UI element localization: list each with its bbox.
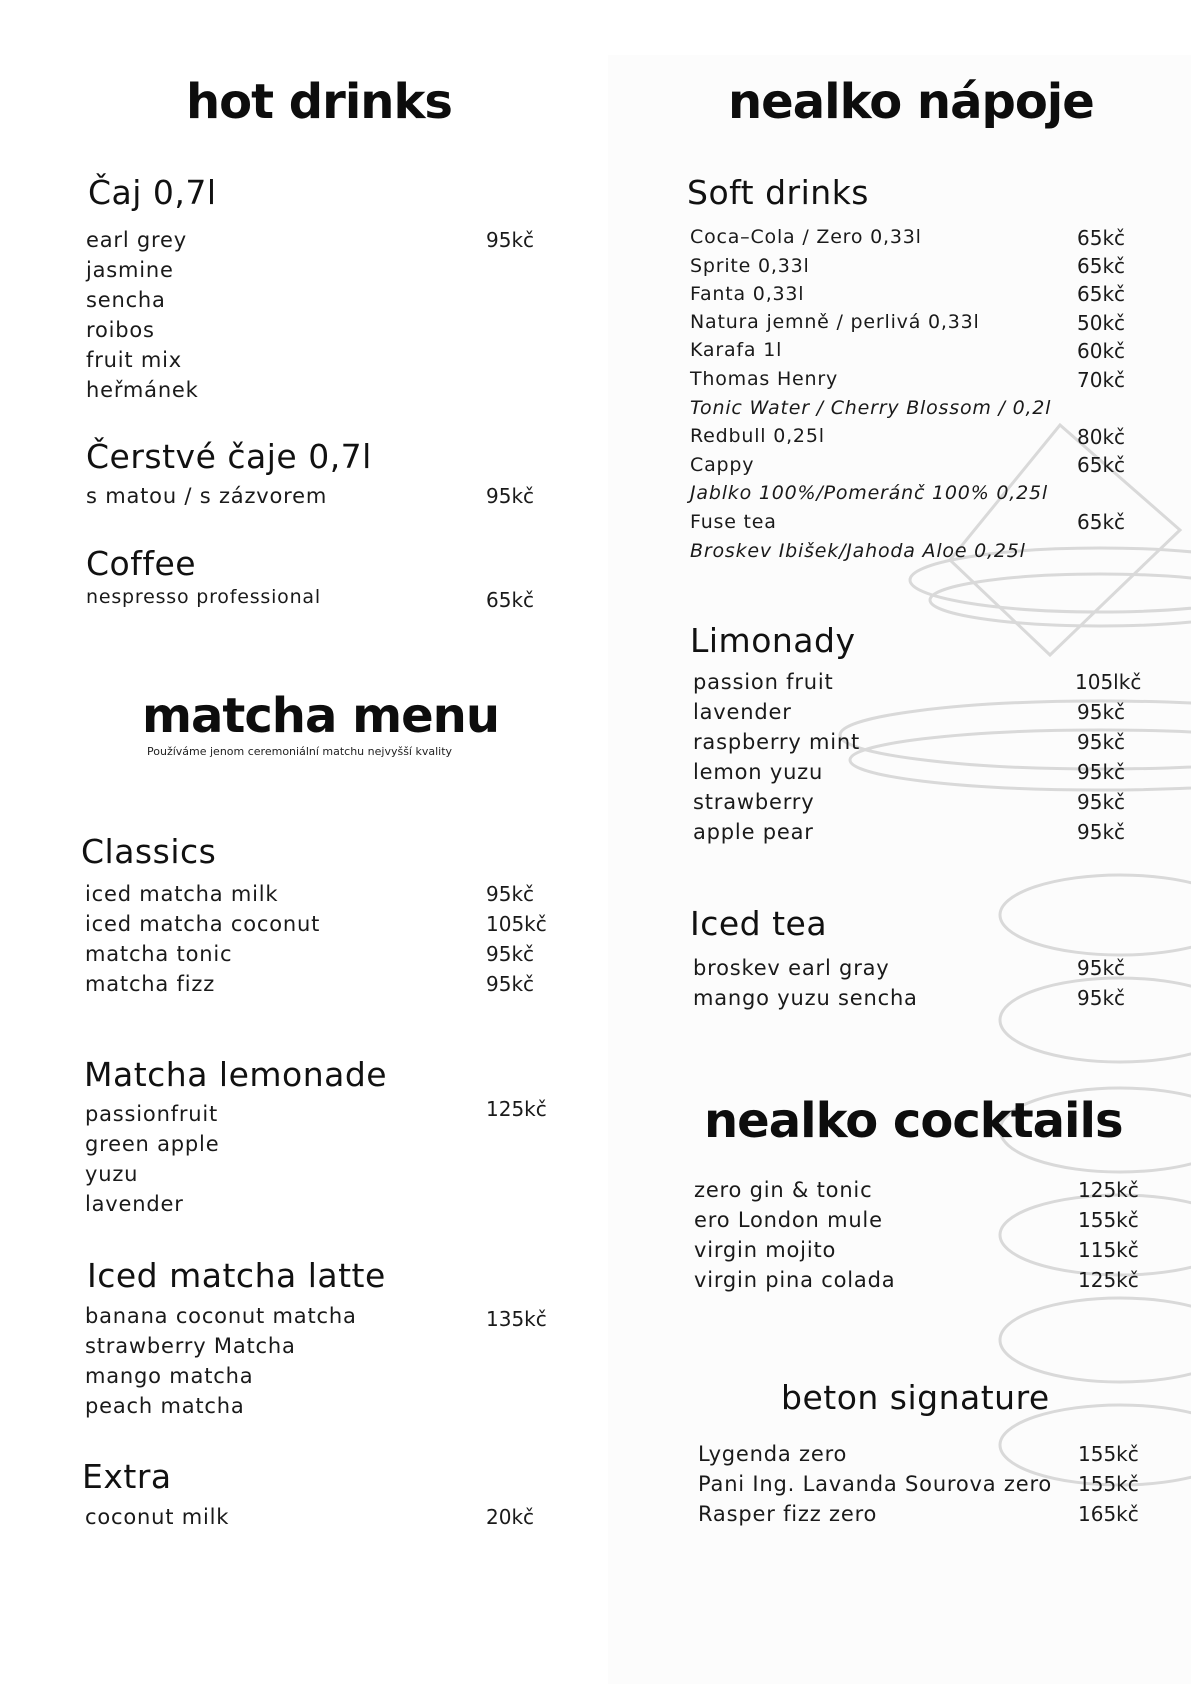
cocktail-item: ero London mule <box>694 1208 883 1232</box>
soft-drink-price: 70kč <box>1077 368 1126 392</box>
soft-drink-price: 60kč <box>1077 339 1126 363</box>
caj-item: sencha <box>86 288 166 312</box>
classics-item: matcha fizz <box>85 972 216 996</box>
coffee-item: nespresso professional <box>86 586 321 608</box>
soft-drink-price: 65kč <box>1077 510 1126 534</box>
soft-drink-line: Thomas Henry <box>690 368 839 390</box>
cocktail-price: 125kč <box>1078 1268 1139 1292</box>
classics-item: matcha tonic <box>85 942 233 966</box>
coffee-heading: Coffee <box>86 544 197 583</box>
soft-drink-line: Broskev Ibišek/Jahoda Aloe 0,25l <box>690 540 1026 562</box>
matcha-lemonade-item: lavender <box>85 1192 184 1216</box>
signature-price: 155kč <box>1078 1442 1139 1466</box>
iced-tea-price: 95kč <box>1077 956 1126 980</box>
limonady-item: raspberry mint <box>693 730 861 754</box>
limonady-item: strawberry <box>693 790 815 814</box>
iced-matcha-latte-item: peach matcha <box>85 1394 245 1418</box>
soft-drink-price: 65kč <box>1077 254 1126 278</box>
soft-drink-price: 50kč <box>1077 311 1126 335</box>
signature-price: 155kč <box>1078 1472 1139 1496</box>
limonady-price: 95kč <box>1077 700 1126 724</box>
soft-drinks-heading: Soft drinks <box>687 173 870 212</box>
soft-drink-line: Jablko 100%/Pomeránč 100% 0,25l <box>690 482 1048 504</box>
caj-item: jasmine <box>86 258 174 282</box>
cocktail-price: 155kč <box>1078 1208 1139 1232</box>
soft-drink-line: Karafa 1l <box>690 339 783 361</box>
iced-matcha-latte-heading: Iced matcha latte <box>87 1256 386 1295</box>
coffee-price: 65kč <box>486 588 535 612</box>
iced-matcha-latte-price: 135kč <box>486 1307 547 1331</box>
nealko-cocktails-title: nealko cocktails <box>704 1093 1123 1149</box>
cerstve-caje-heading: Čerstvé čaje 0,7l <box>86 437 372 476</box>
matcha-menu-title: matcha menu <box>142 688 499 744</box>
iced-tea-price: 95kč <box>1077 986 1126 1010</box>
soft-drink-price: 65kč <box>1077 282 1126 306</box>
cocktail-item: virgin mojito <box>694 1238 837 1262</box>
soft-drink-line: Redbull 0,25l <box>690 425 825 447</box>
cerstve-caje-price: 95kč <box>486 484 535 508</box>
soft-drink-price: 80kč <box>1077 425 1126 449</box>
soft-drink-line: Sprite 0,33l <box>690 255 810 277</box>
extra-item: coconut milk <box>85 1505 230 1529</box>
iced-matcha-latte-item: strawberry Matcha <box>85 1334 296 1358</box>
matcha-lemonade-price: 125kč <box>486 1097 547 1121</box>
signature-item: Rasper fizz zero <box>698 1502 878 1526</box>
classics-price: 95kč <box>486 972 535 996</box>
limonady-item: lavender <box>693 700 792 724</box>
caj-item: earl grey <box>86 228 187 252</box>
limonady-price: 105lkč <box>1075 670 1142 694</box>
cocktail-item: zero gin & tonic <box>694 1178 873 1202</box>
soft-drink-line: Coca–Cola / Zero 0,33l <box>690 226 922 248</box>
limonady-price: 95kč <box>1077 730 1126 754</box>
cocktail-item: virgin pina colada <box>694 1268 896 1292</box>
soft-drink-price: 65kč <box>1077 226 1126 250</box>
signature-item: Pani Ing. Lavanda Sourova zero <box>698 1472 1053 1496</box>
limonady-price: 95kč <box>1077 790 1126 814</box>
classics-price: 95kč <box>486 882 535 906</box>
cocktail-price: 125kč <box>1078 1178 1139 1202</box>
caj-item: roibos <box>86 318 155 342</box>
iced-tea-heading: Iced tea <box>690 904 828 943</box>
signature-price: 165kč <box>1078 1502 1139 1526</box>
classics-item: iced matcha milk <box>85 882 279 906</box>
iced-tea-item: mango yuzu sencha <box>693 986 918 1010</box>
classics-price: 95kč <box>486 942 535 966</box>
soft-drink-line: Cappy <box>690 454 755 476</box>
matcha-lemonade-heading: Matcha lemonade <box>84 1055 388 1094</box>
extra-heading: Extra <box>82 1457 172 1496</box>
cerstve-caje-item: s matou / s zázvorem <box>86 484 328 508</box>
matcha-lemonade-item: passionfruit <box>85 1102 219 1126</box>
soft-drink-line: Tonic Water / Cherry Blossom / 0,2l <box>690 397 1052 419</box>
classics-heading: Classics <box>81 832 217 871</box>
soft-drink-line: Natura jemně / perlivá 0,33l <box>690 311 980 333</box>
beton-signature-heading: beton signature <box>781 1378 1050 1417</box>
iced-matcha-latte-item: mango matcha <box>85 1364 254 1388</box>
caj-item: heřmánek <box>86 378 199 402</box>
limonady-item: apple pear <box>693 820 814 844</box>
limonady-item: passion fruit <box>693 670 834 694</box>
signature-item: Lygenda zero <box>698 1442 848 1466</box>
nealko-napoje-title: nealko nápoje <box>728 74 1094 130</box>
soft-drink-price: 65kč <box>1077 453 1126 477</box>
iced-matcha-latte-item: banana coconut matcha <box>85 1304 357 1328</box>
matcha-lemonade-item: yuzu <box>85 1162 139 1186</box>
limonady-heading: Limonady <box>690 621 856 660</box>
limonady-item: lemon yuzu <box>693 760 824 784</box>
limonady-price: 95kč <box>1077 760 1126 784</box>
hot-drinks-title: hot drinks <box>186 74 452 130</box>
soft-drink-line: Fanta 0,33l <box>690 283 805 305</box>
soft-drink-line: Fuse tea <box>690 511 777 533</box>
classics-price: 105kč <box>486 912 547 936</box>
limonady-price: 95kč <box>1077 820 1126 844</box>
cocktail-price: 115kč <box>1078 1238 1139 1262</box>
caj-item: fruit mix <box>86 348 182 372</box>
caj-heading: Čaj 0,7l <box>88 173 217 212</box>
matcha-quality-note: Používáme jenom ceremoniální matchu nejvyšší kvality <box>147 745 453 758</box>
matcha-lemonade-item: green apple <box>85 1132 220 1156</box>
caj-price: 95kč <box>486 228 535 252</box>
iced-tea-item: broskev earl gray <box>693 956 890 980</box>
extra-price: 20kč <box>486 1505 535 1529</box>
classics-item: iced matcha coconut <box>85 912 321 936</box>
